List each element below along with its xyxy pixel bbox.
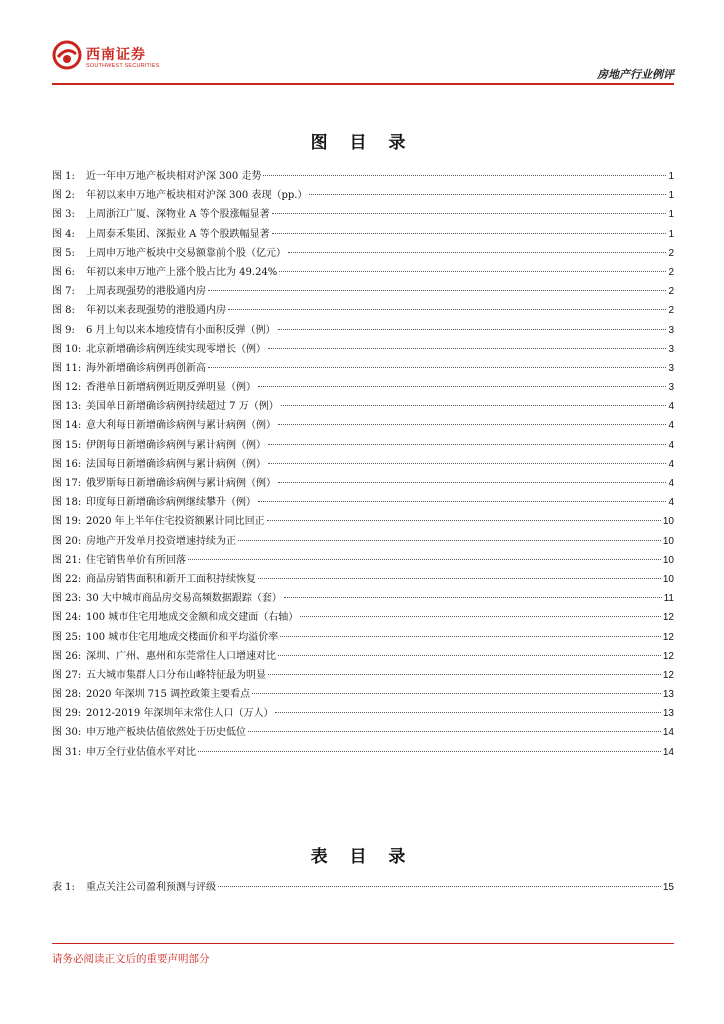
toc-entry-label: 图 4: — [52, 228, 75, 240]
toc-entry[interactable] — [52, 589, 674, 608]
toc-entry-page: 4 — [668, 497, 674, 509]
toc-entry-title: 年初以来表现强势的港股通内房 — [86, 305, 226, 317]
toc-entry-label: 图 3: — [52, 209, 75, 221]
toc-entry-title: 美国单日新增确诊病例持续超过 7 万（例） — [86, 401, 279, 413]
toc-entry[interactable] — [52, 244, 674, 263]
toc-leader-dots — [278, 329, 667, 330]
toc-leader-dots — [228, 309, 666, 310]
toc-entry-title: 深圳、广州、惠州和东莞常住人口增速对比 — [86, 650, 276, 662]
toc-entry[interactable] — [52, 455, 674, 474]
toc-entry-title: 申万地产板块估值依然处于历史低位 — [86, 727, 246, 739]
toc-entry-title: 上周申万地产板块中交易额靠前个股（亿元） — [86, 247, 286, 259]
toc-leader-dots — [300, 616, 661, 617]
toc-entry-page: 3 — [668, 324, 674, 336]
toc-entry-page: 15 — [662, 882, 674, 893]
toc-entry[interactable] — [52, 167, 674, 186]
toc-entry-title: 上周表现强势的港股通内房 — [86, 286, 206, 298]
toc-entry[interactable] — [52, 570, 674, 589]
figures-title: 图 目 录 — [310, 133, 414, 153]
toc-leader-dots — [188, 559, 661, 560]
toc-leader-dots — [275, 712, 660, 713]
toc-entry[interactable] — [52, 723, 674, 742]
toc-entry-page: 13 — [662, 708, 674, 720]
toc-entry-page: 12 — [662, 612, 674, 624]
toc-entry[interactable] — [52, 378, 674, 397]
toc-entry-page: 11 — [663, 593, 674, 605]
toc-leader-dots — [198, 751, 661, 752]
toc-entry-title: 6 月上旬以来本地疫情有小面积反弹（例） — [86, 324, 276, 336]
toc-entry[interactable] — [52, 685, 674, 704]
toc-entry-title: 住宅销售单价有所回落 — [86, 554, 186, 566]
toc-entry-title: 北京新增确诊病例连续实现零增长（例） — [86, 343, 266, 355]
toc-entry-page: 4 — [668, 478, 674, 489]
toc-leader-dots — [268, 463, 666, 464]
toc-entry[interactable] — [52, 493, 674, 512]
toc-entry[interactable] — [52, 628, 674, 647]
toc-entry-page: 12 — [662, 669, 674, 681]
toc-entry-label: 图 9: — [52, 324, 75, 336]
toc-entry-title: 重点关注公司盈利预测与评级 — [86, 882, 216, 893]
toc-entry-label: 图 23: — [52, 593, 82, 605]
toc-entry-title: 香港单日新增病例近期反弹明显（例） — [86, 382, 256, 394]
toc-entry-page: 2 — [668, 305, 674, 317]
toc-entry-label: 图 24: — [52, 612, 82, 624]
report-type: 房地产行业例评 — [597, 68, 674, 81]
toc-entry[interactable] — [52, 397, 674, 416]
toc-entry[interactable] — [52, 512, 674, 531]
toc-entry-page: 10 — [662, 554, 674, 566]
toc-leader-dots — [258, 501, 666, 502]
toc-entry[interactable] — [52, 666, 674, 685]
toc-leader-dots — [281, 405, 667, 406]
toc-entry-label: 图 17: — [52, 478, 82, 489]
toc-entry-page: 13 — [662, 689, 674, 701]
toc-entry-title: 海外新增确诊病例再创新高 — [86, 362, 206, 374]
tables-toc — [52, 878, 674, 897]
toc-entry-label: 图 1: — [52, 171, 75, 182]
toc-entry-page: 3 — [668, 382, 674, 394]
toc-entry[interactable] — [52, 551, 674, 570]
header-divider — [52, 83, 674, 85]
toc-leader-dots — [272, 233, 667, 234]
toc-leader-dots — [268, 444, 666, 445]
toc-entry-page: 3 — [668, 343, 674, 355]
toc-entry-title: 100 城市住宅用地成交金额和成交建面（右轴） — [86, 612, 299, 624]
toc-entry-label: 图 6: — [52, 266, 75, 278]
toc-entry-title: 申万全行业估值水平对比 — [86, 746, 196, 758]
toc-entry-title: 上周浙江广厦、深物业 A 等个股涨幅显著 — [86, 209, 270, 221]
toc-entry[interactable] — [52, 647, 674, 666]
toc-entry-page: 3 — [668, 362, 674, 374]
toc-entry-page: 1 — [668, 190, 674, 202]
toc-entry-page: 14 — [662, 746, 674, 758]
figures-toc — [52, 167, 674, 762]
toc-entry-page: 2 — [668, 247, 674, 259]
toc-entry-page: 12 — [662, 650, 674, 662]
footer-disclaimer: 请务必阅读正文后的重要声明部分 — [52, 953, 210, 965]
toc-entry-page: 2 — [668, 286, 674, 298]
toc-entry-label: 图 13: — [52, 401, 82, 413]
toc-entry[interactable] — [52, 301, 674, 320]
toc-entry-label: 图 14: — [52, 420, 82, 432]
toc-entry-label: 图 27: — [52, 669, 82, 681]
toc-entry-title: 法国每日新增确诊病例与累计病例（例） — [86, 458, 266, 470]
toc-entry-page: 1 — [668, 209, 674, 221]
toc-leader-dots — [267, 520, 661, 521]
toc-leader-dots — [278, 482, 666, 483]
toc-leader-dots — [288, 252, 666, 253]
toc-leader-dots — [248, 731, 661, 732]
toc-entry-label: 图 12: — [52, 382, 82, 394]
toc-entry-title: 意大利每日新增确诊病例与累计病例（例） — [86, 420, 276, 432]
toc-leader-dots — [284, 597, 662, 598]
brand-name-en: SOUTHWEST SECURITIES — [86, 63, 160, 69]
toc-entry-page: 4 — [668, 420, 674, 432]
toc-leader-dots — [252, 693, 661, 694]
toc-entry-page: 4 — [668, 439, 674, 451]
toc-entry-label: 图 5: — [52, 247, 75, 259]
toc-entry[interactable] — [52, 186, 674, 205]
toc-entry-label: 图 20: — [52, 535, 82, 547]
toc-entry-title: 印度每日新增确诊病例继续攀升（例） — [86, 497, 256, 509]
toc-entry-title: 2020 年深圳 715 调控政策主要看点 — [86, 689, 251, 701]
toc-entry[interactable] — [52, 608, 674, 627]
toc-entry-title: 30 大中城市商品房交易高频数据跟踪（套） — [86, 593, 282, 605]
toc-leader-dots — [263, 175, 666, 176]
toc-entry-label: 图 31: — [52, 746, 82, 758]
toc-entry-title: 年初以来申万地产上涨个股占比为 49.24% — [86, 266, 278, 278]
toc-entry-page: 4 — [668, 401, 674, 413]
toc-entry-title: 2012-2019 年深圳年末常住人口（万人） — [86, 708, 274, 720]
toc-entry[interactable] — [52, 436, 674, 455]
toc-entry-label: 图 2: — [52, 190, 75, 202]
toc-entry-page: 2 — [668, 266, 674, 278]
toc-entry[interactable] — [52, 474, 674, 493]
toc-leader-dots — [268, 348, 666, 349]
toc-entry-label: 图 10: — [52, 343, 82, 355]
toc-leader-dots — [309, 194, 666, 195]
toc-entry[interactable] — [52, 282, 674, 301]
toc-entry[interactable] — [52, 416, 674, 435]
toc-entry-page: 10 — [662, 535, 674, 547]
toc-entry[interactable] — [52, 878, 674, 897]
toc-entry-label: 图 16: — [52, 458, 82, 470]
toc-entry-page: 14 — [662, 727, 674, 739]
toc-entry-title: 年初以来申万地产板块相对沪深 300 表现（pp.） — [86, 190, 308, 202]
toc-entry-page: 1 — [668, 228, 674, 240]
toc-entry-label: 图 7: — [52, 286, 75, 298]
toc-entry[interactable] — [52, 225, 674, 244]
toc-entry[interactable] — [52, 704, 674, 723]
toc-entry-page: 10 — [662, 516, 674, 528]
toc-leader-dots — [272, 213, 667, 214]
toc-entry-page: 1 — [668, 171, 674, 182]
toc-entry-label: 图 22: — [52, 573, 82, 585]
tables-title: 表 目 录 — [310, 847, 414, 867]
toc-leader-dots — [238, 540, 661, 541]
toc-entry-title: 商品房销售面积和新开工面积持续恢复 — [86, 573, 256, 585]
toc-entry-label: 图 29: — [52, 708, 82, 720]
toc-entry-label: 图 11: — [52, 362, 82, 374]
toc-entry-title: 伊朗每日新增确诊病例与累计病例（例） — [86, 439, 266, 451]
toc-entry-title: 五大城市集群人口分布山峰特征最为明显 — [86, 669, 266, 681]
toc-entry-title: 2020 年上半年住宅投资额累计同比回正 — [86, 516, 265, 528]
toc-entry-title: 近一年申万地产板块相对沪深 300 走势 — [86, 171, 262, 182]
brand-name-cn: 西南证券 — [86, 47, 146, 63]
toc-leader-dots — [278, 424, 666, 425]
toc-leader-dots — [258, 386, 666, 387]
toc-entry-page: 4 — [668, 458, 674, 470]
toc-entry-label: 图 25: — [52, 631, 82, 643]
toc-entry-label: 图 19: — [52, 516, 82, 528]
toc-entry-page: 10 — [662, 573, 674, 585]
toc-entry-label: 图 26: — [52, 650, 82, 662]
toc-leader-dots — [278, 655, 661, 656]
toc-entry-title: 俄罗斯每日新增确诊病例与累计病例（例） — [86, 478, 276, 489]
toc-entry-label: 图 30: — [52, 727, 82, 739]
toc-entry-label: 图 15: — [52, 439, 82, 451]
toc-entry-label: 图 21: — [52, 554, 82, 566]
toc-entry[interactable] — [52, 359, 674, 378]
toc-entry[interactable] — [52, 321, 674, 340]
footer-divider — [52, 943, 674, 944]
toc-entry-label: 图 18: — [52, 497, 82, 509]
company-logo — [52, 36, 162, 76]
toc-leader-dots — [280, 636, 661, 637]
toc-leader-dots — [258, 578, 661, 579]
toc-entry-title: 上周泰禾集团、深振业 A 等个股跌幅显著 — [86, 228, 270, 240]
toc-leader-dots — [208, 290, 666, 291]
toc-entry[interactable] — [52, 263, 674, 282]
toc-leader-dots — [218, 886, 661, 887]
toc-entry-label: 表 1: — [52, 882, 75, 893]
toc-leader-dots — [279, 271, 666, 272]
toc-entry[interactable] — [52, 340, 674, 359]
toc-entry-page: 12 — [662, 631, 674, 643]
logo-emblem-icon — [52, 40, 82, 70]
toc-entry-label: 图 8: — [52, 305, 75, 317]
page-header — [52, 36, 674, 84]
toc-leader-dots — [268, 674, 661, 675]
toc-entry-label: 图 28: — [52, 689, 82, 701]
toc-entry[interactable] — [52, 532, 674, 551]
toc-leader-dots — [208, 367, 666, 368]
toc-entry-title: 100 城市住宅用地成交楼面价和平均溢价率 — [86, 631, 279, 643]
toc-entry[interactable] — [52, 743, 674, 762]
toc-entry[interactable] — [52, 205, 674, 224]
toc-entry-title: 房地产开发单月投资增速持续为正 — [86, 535, 236, 547]
